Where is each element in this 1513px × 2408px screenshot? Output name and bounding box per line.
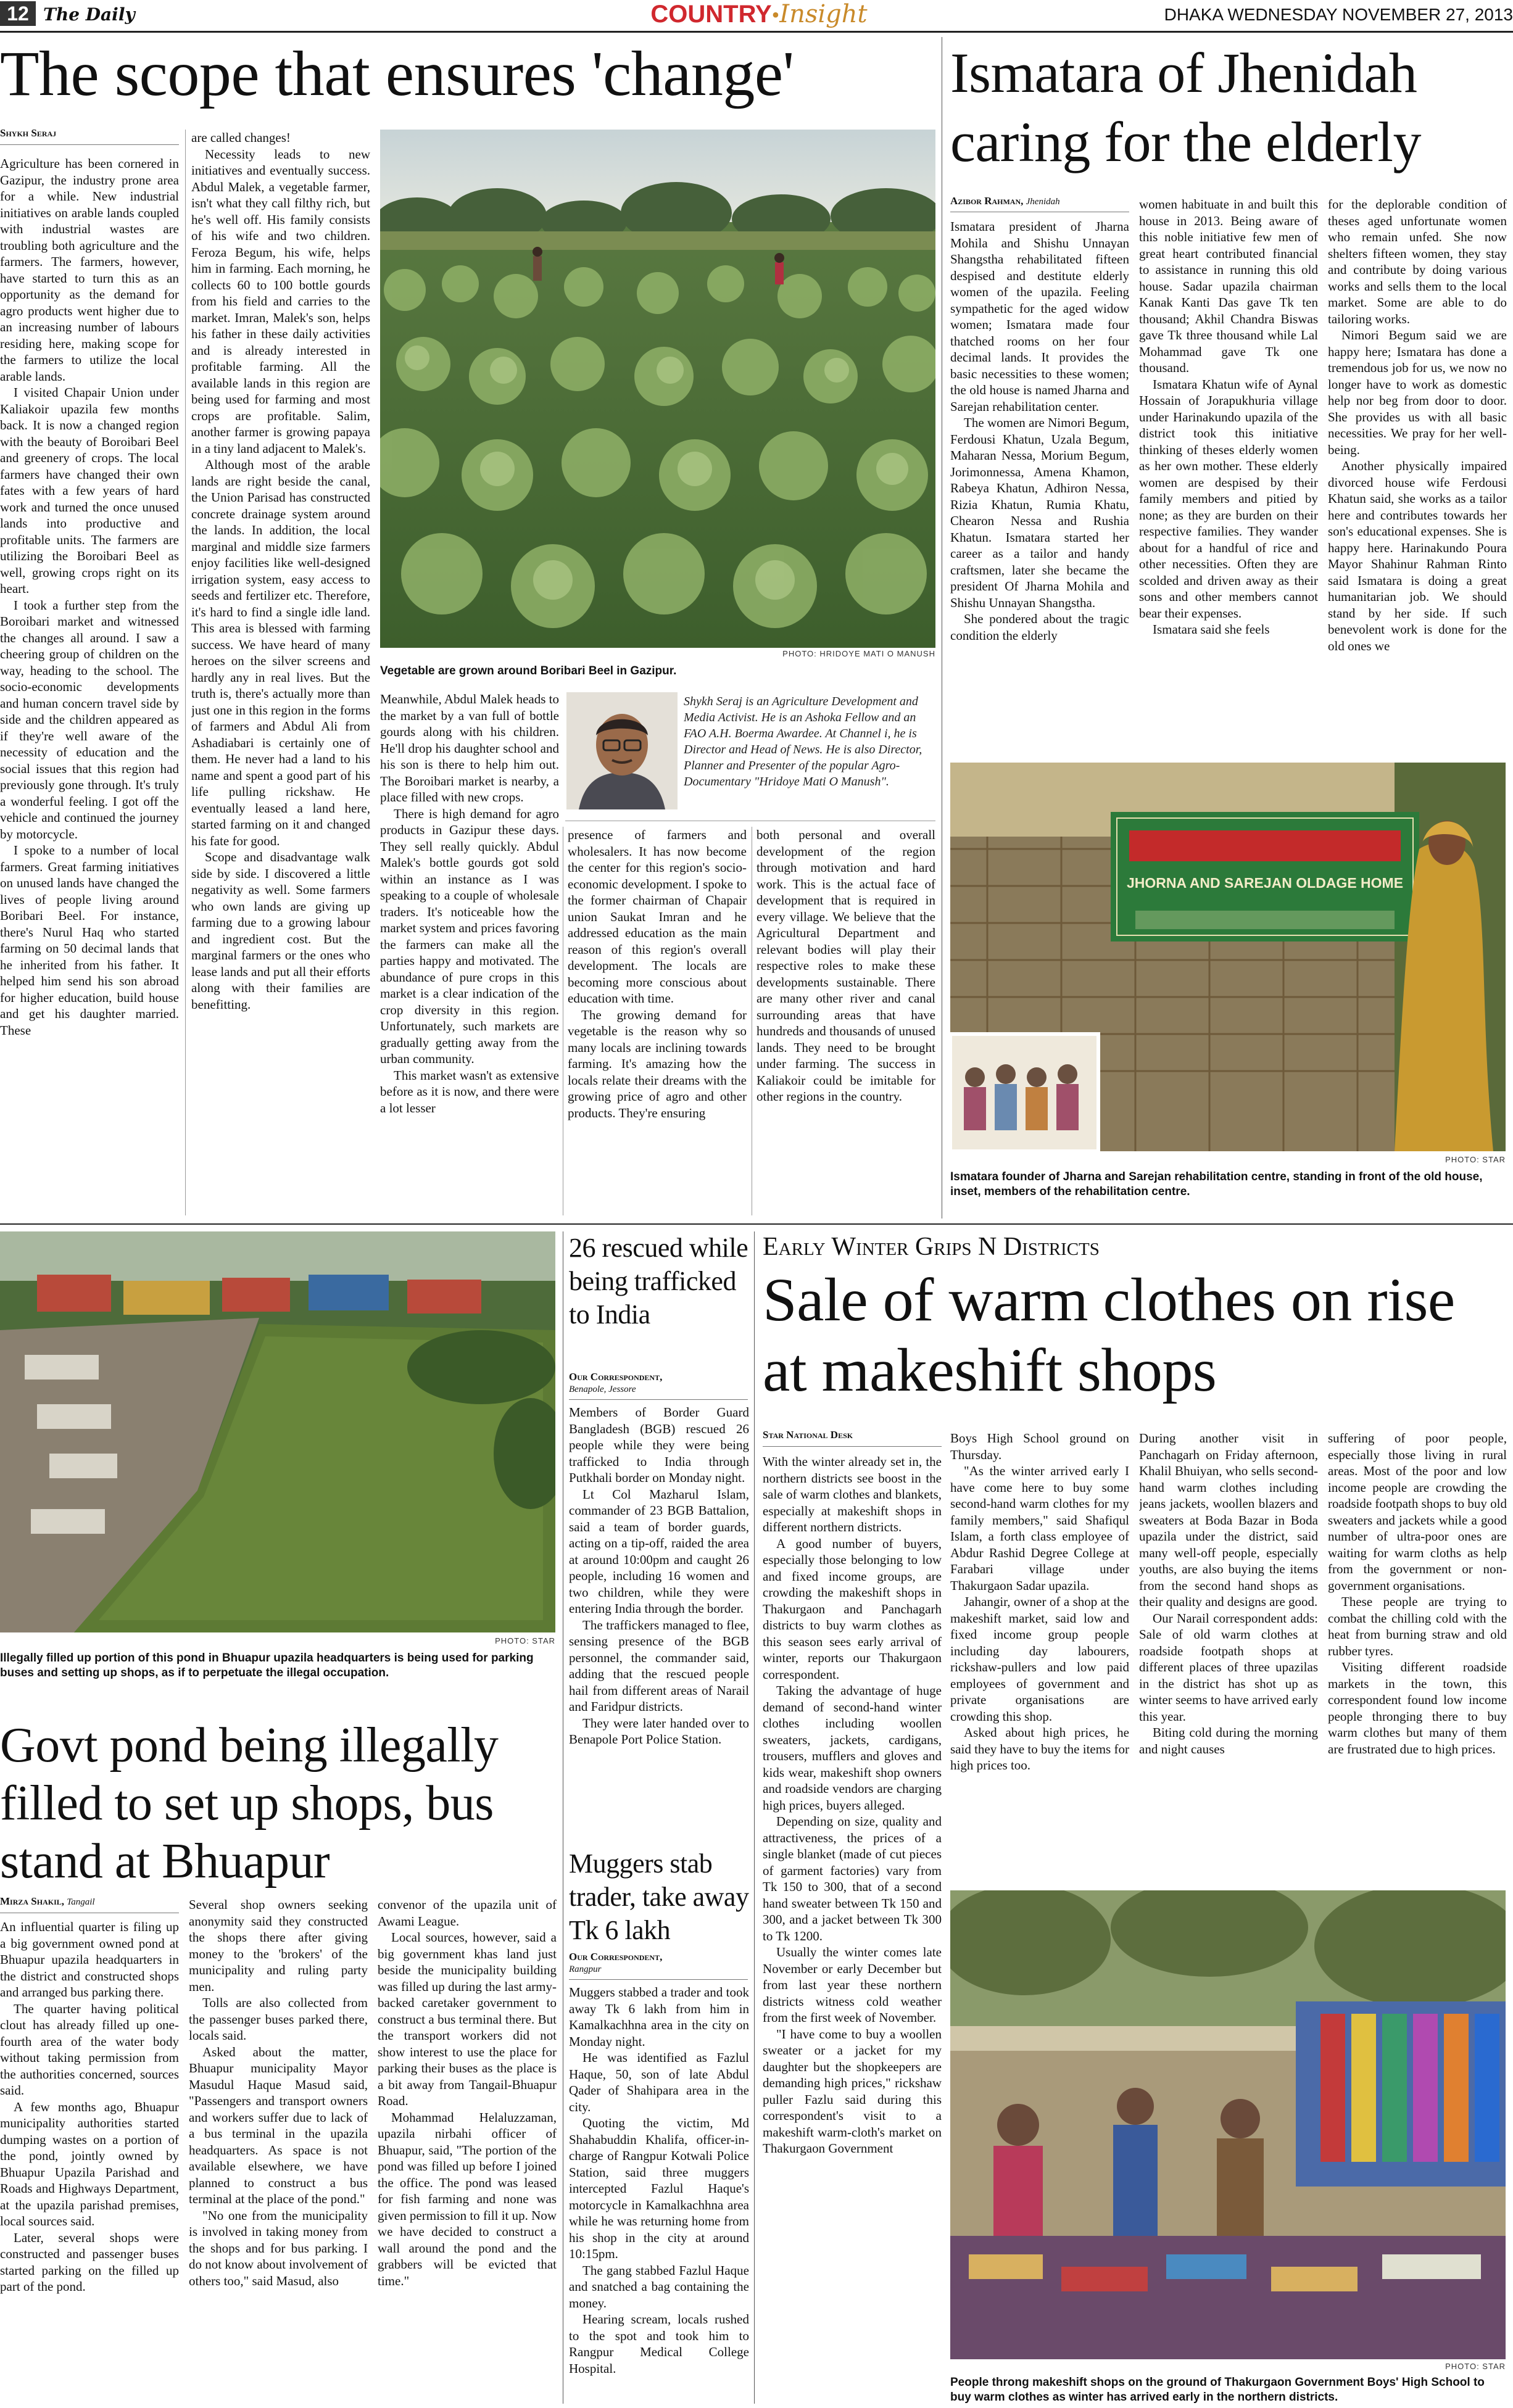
story4-body — [569, 1404, 749, 1842]
story1-col4-text — [568, 827, 747, 1121]
paragraph: Ismatara Khatun wife of Aynal Hossain of Jorapukhuria village under Harinakundo upazila of the district took this initiative thinking of theses elderly women as her own mother. These elderly women are despised by their family members and pitied by none; as they are burden on their respective families. They wander about for a handful of rice and other necessities. Often they are scolded and driven away as their sons and other members cannot bear their expenses. — [1139, 376, 1318, 621]
story4-body-text — [569, 1404, 749, 1748]
paragraph: This market wasn't as extensive before as it is now, and there were a lot lesser — [380, 1067, 559, 1115]
author-portrait-icon — [566, 692, 678, 809]
paragraph: Usually the winter comes late November or early December but from last year these northern districts witness cold weather from the first week of November. — [763, 1945, 942, 2025]
story1-byline: Shykh Seraj — [0, 127, 57, 139]
story1-byline-rule — [0, 144, 179, 145]
paragraph: Local sources, however, said a big government khas land just beside the municipality building was filled up during the last army-backed caretaker government to construct a bus terminal there. But the transport workers did not show interest to use the place for parking their buses as the place is a bit away from Tangail-Bhuapur Road. — [378, 1930, 557, 2108]
paragraph: Ismatara said she feels — [1153, 622, 1270, 637]
page-number: 12 — [0, 1, 36, 26]
story5-byline: Our Correspondent, — [569, 1951, 663, 1963]
vegetable-field-photo — [380, 130, 935, 648]
author-photo — [566, 692, 678, 809]
paragraph: A good number of buyers, especially those belonging to low and fixed income groups, are crowding the makeshift shops in Thakurgaon and Panchagarh districts to buy warm clothes as this season sees early arrival of winter, reports our Thakurgaon correspondent. — [763, 1536, 942, 1682]
paragraph: women habituate in and built this house in 2013. Being aware of this noble initiative few men of great heart contributed financial to assistance in running this old house. Sadar upazila chairman Kanak Kanti Das gave Tk ten thousand; Akhil Chandra Biswas gave Tk three thousand while Lal Mohammad gave Tk one thousand. — [1139, 197, 1318, 375]
story1-col3 — [380, 691, 559, 1215]
section-country: COUNTRY — [650, 1, 772, 28]
story1-col1-text — [0, 155, 179, 1038]
story6-col4-text — [1328, 1430, 1507, 1757]
paragraph: Nimori Begum said we are happy here; Ismatara has done a tremendous job for us, we now no longer have to work as domestic help nor beg from door to door. She provides us with all basic necessities. We pray for her well-being. — [1328, 328, 1507, 457]
story5-body — [569, 1984, 749, 2406]
story1-col4 — [568, 827, 747, 1215]
story1-vrule1 — [185, 130, 186, 1215]
paragraph: Scope and disadvantage walk side by side. I discovered a little negativity as well. Some farmers who own lands are giving up farming due to a growing labour and ingredient cost. But the marginal farmers or the ones who lease lands and put all their efforts along with their families are benefitting. — [191, 850, 370, 1012]
story2-col1-text — [950, 218, 1129, 643]
paragraph: An influential quarter is filing up a big government owned pond at Bhuapur upazila headquarters in the district and constructed shops and arranged bus parking there. — [0, 1919, 179, 2000]
story2-col2 — [1139, 196, 1318, 755]
author-bio: Shykh Seraj is an Agriculture Development and Media Activist. He is an Ashoka Fellow and an FAO A.H. Boerma Awardee. At Channel i, he is Director and Head of News. He is also Director, Planner and Presenter of the popular Agro-Documentary "Hridoye Mati O Manush". — [684, 695, 922, 788]
mid-rule — [0, 1223, 1513, 1225]
story2-byline-place: Jhenidah — [1026, 197, 1060, 207]
story6-kicker: Early Winter Grips N Districts — [763, 1233, 1100, 1261]
paragraph: Several shop owners seeking anonymity said they constructed the shops there after giving money to the 'brokers' of the municipality and ruling party men. — [189, 1897, 368, 1994]
story3-col3 — [378, 1897, 557, 2406]
paragraph: Boys High School ground on Thursday. — [950, 1431, 1129, 1462]
story6-col3-text — [1139, 1430, 1318, 1757]
section-dot: • — [771, 2, 780, 27]
story1-col3-text — [380, 691, 559, 1116]
story5-byline-place: Rangpur — [569, 1964, 602, 1974]
story6-col1-text — [763, 1454, 942, 2157]
paragraph: Asked about high prices, he said they have to buy the items for high prices too. — [950, 1725, 1129, 1773]
page-header — [0, 0, 1513, 31]
paragraph: Jahangir, owner of a shop at the makeshift market, said low and fixed income group people including day labourers, rickshaw-pullers and low paid employees of government and private organisations are crowding this shop. — [950, 1594, 1129, 1724]
paragraph: Taking the advantage of huge demand of second-hand winter clothes including woollen sweaters, jackets, cardigans, trousers, mufflers and gloves and kids wear, makeshift shop owners and roadside vendors are charging high prices, buyers alleged. — [763, 1683, 942, 1813]
paragraph: Meanwhile, Abdul Malek heads to the market by a van full of bottle gourds along with his children. He'll drop his daughter school and his son is there to help him out. The Boroibari market is nearby, a place filled with new crops. — [380, 692, 559, 805]
story3-col1 — [0, 1919, 179, 2406]
story1-photo-caption: Vegetable are grown around Boribari Beel in Gazipur. — [380, 664, 677, 677]
paragraph: "I have come to buy a woollen sweater or a jacket for my daughter but the shopkeepers are demanding high prices," rickshaw puller Fazlu said during this correspondent's visit to a makeshift warm-cloth's market on Thakurgaon Government — [763, 2026, 942, 2156]
story1-col2 — [191, 130, 370, 1215]
story2-col3-text — [1328, 196, 1507, 654]
story6-col2 — [950, 1430, 1129, 1887]
story6-col1 — [763, 1454, 942, 2406]
story3-photo-caption: Illegally filled up portion of this pond in Bhuapur upazila headquarters is being used for parking buses and setting up shops, as if to perpetuate the illegal occupation. — [0, 1652, 534, 1679]
story1-headline: The scope that ensures 'change' — [0, 38, 794, 109]
pond-photo — [0, 1231, 555, 1632]
dateline: DHAKA WEDNESDAY NOVEMBER 27, 2013 — [1164, 5, 1513, 24]
paragraph: I took a further step from the Boroibari market and witnessed the changes all around. I saw a cheering group of children on the way, heading to the school. The socio-economic developments and human concern travel side by side and the children appeared as if they're well aware of the necessity of education and the social issues that this region had previously gone through. It's truly a wonderful feeling. I got off the vehicle and continued the journey by motorcycle. — [0, 597, 179, 842]
paragraph: Mohammad Helaluzzaman, upazila nirbahi officer of Bhuapur, said, "The portion of the pond was filled up before I joined the office. The pond was leased for fish farming and none was given permission to fill it up. Now we have decided to construct a wall around the pond and the grabbers will be evicted that time." — [378, 2109, 557, 2288]
paragraph: During another visit in Panchagarh on Friday afternoon, Khalil Bhuiyan, who sells second-hand warm clothes including jeans jackets, woollen blazers and sweaters at Boda Bazar in Boda upazila under the district, said many well-off people, especially youths, are also buying the items from the second hand shops as their quality and designs are good. — [1139, 1431, 1318, 1609]
paragraph: The gang stabbed Fazlul Haque and snatched a bag containing the money. — [569, 2262, 749, 2311]
story5-headline: Muggers stab trader, take away Tk 6 lakh — [569, 1848, 749, 1945]
paragraph: The traffickers managed to flee, sensing presence of the BGB personnel, the commander said, adding that the rescued people hail from different areas of Narail and Faridpur districts. — [569, 1617, 749, 1714]
paragraph: Another physically impaired divorced house wife Ferdousi Khatun said, she works as a tailor here and contributes towards her son's educational expenses. She is happy here. Harinakundo Poura Mayor Shahinur Rahman Rinto said Ismatara is doing a great humanitarian job. We should stand by her side. If such benevolent work is done for the old ones we — [1328, 458, 1507, 653]
paragraph: presence of farmers and wholesalers. It has now become the center for this region's socio-economic development. I spoke to the former chairman of Chapair union Saukat Imran and he addressed education as the main reason of this region's overall development. The locals are becoming more conscious about education with time. — [568, 827, 747, 1006]
paragraph: A few months ago, Bhuapur municipality authorities started dumping wastes on a portion of the pond, jointly owned by Bhuapur Upazila Parishad and Roads and Highways Department, at the upazila parishad premises, local sources said. — [0, 2099, 179, 2228]
paragraph: Hearing scream, locals rushed to the spot and took him to Rangpur Medical College Hospital. — [569, 2312, 749, 2376]
story3-byline-place: Tangail — [67, 1897, 95, 1907]
paragraph: The women are Nimori Begum, Ferdousi Khatun, Uzala Begum, Maharan Nessa, Morium Begum, Jorimonnessa, Amena Khamon, Rabeya Khatun, Adhiron Nessa, Rizia Khatun, Rumia Khatu, Chearon Nessa and Rushia Khatun. Ismatara started her career as a tailor and handy craftsmen, later she became the president Of Jharna Mohila and Shishu Unnayan Shangstha. — [950, 415, 1129, 610]
story5-body-text — [569, 1984, 749, 2377]
story1-photo-credit: PHOTO: HRIDOYE MATI O MANUSH — [782, 649, 935, 658]
story1-col2-text — [191, 130, 370, 1012]
paragraph: I visited Chapair Union under Kaliakoir upazila few months back. It is now a changed region with the beauty of Boroibari Beel and greenery of crops. The local farmers have changed their own fates with a few years of hard work and turned the once unused lands into productive and profitable units. The farmers are utilizing the Boroibari Beel as well, growing crops right on its heart. — [0, 385, 179, 596]
paragraph: She pondered about the tragic condition the elderly — [950, 611, 1129, 643]
paragraph: Muggers stabbed a trader and took away Tk 6 lakh from him in Kamalkachhna area in the city on Monday night. — [569, 1985, 749, 2049]
story1-col1 — [0, 155, 179, 1217]
story4-byline: Our Correspondent, — [569, 1371, 663, 1383]
paragraph: The growing demand for vegetable is the reason why so many locals are inclining towards farming. It's amazing how the locals relate their dreams with the growing price of agro and other products. They're ensuring — [568, 1007, 747, 1120]
story2-headline: Ismatara of Jhenidah caring for the elderly — [950, 41, 1421, 173]
story2-col1 — [950, 218, 1129, 755]
story1-photo — [380, 130, 935, 648]
paragraph: Asked about the matter, Bhuapur municipality Mayor Masudul Haque Masud said, "Passengers and transport owners and workers suffer due to lack of a bus terminal in the upazila headquarters. As space is not available elsewhere, we have planned to construct a bus terminal at the place of the pond." — [189, 2044, 368, 2206]
story3-photo-credit: PHOTO: STAR — [495, 1636, 555, 1645]
story4-byline-rule — [569, 1399, 748, 1400]
paragraph: Members of Border Guard Bangladesh (BGB) rescued 26 people while they were being trafficked to India through Putkhali border on Monday night. — [569, 1405, 749, 1485]
story4-headline: 26 rescued while being trafficked to India — [569, 1233, 748, 1330]
paragraph: These people are trying to combat the chilling cold with the heat from burning straw and old rubber tyres. — [1328, 1594, 1507, 1658]
story6-byline: Star National Desk — [763, 1429, 853, 1441]
story1-col5 — [756, 827, 935, 1215]
story2-byline-name: Azibor Rahman, — [950, 195, 1024, 207]
paragraph: Necessity leads to new initiatives and eventually success. Abdul Malek, a vegetable farmer, isn't what they call filthy rich, but he's well off. His family consists of his wife and two children. Feroza Begum, his wife, helps him in farming. Each morning, he collects 60 to 100 bottle gourds from his field and carries to the market. Imran, Malek's son, helps his father in these daily activities and is already interested in profitable farming. All the available lands in this region are being used for farming and most crops are profitable. Salim, another farmer is growing papaya in a tiny land adjacent to Malek's. — [191, 146, 370, 456]
header-rule — [0, 31, 1513, 33]
paragraph: "As the winter arrived early I have come here to buy some second-hand warm clothes for my family members," said Shafiqul Islam, a forth class employee of Abdur Rashid Degree College at Farabari village under Thakurgaon Sadar upazila. — [950, 1463, 1129, 1593]
paragraph: Later, several shops were constructed and passenger buses started parking on the filled up part of the pond. — [0, 2230, 179, 2294]
story3-col3-text — [378, 1897, 557, 2289]
story1-col5-text: both personal and overall development of the region through motivation and hard work. This is the actual face of development that is required in every village. We believe that the Agricultural Department and relevant bodies will play their respective roles to make these developments sustainable. There are many other river and canal surrounding areas that have hundreds and thousands of unused lands. They need to be brought under farming. The success in Kaliakoir could be imitable for other regions in the country. — [756, 827, 935, 1104]
paragraph: The quarter having political clout has already filled up one-fourth area of the water body without taking permission from the authorities concerned, sources said. — [0, 2001, 179, 2098]
clothes-market-photo — [950, 1890, 1506, 2359]
story3-col2 — [189, 1897, 368, 2406]
story5-byline-rule — [569, 1979, 748, 1980]
story5-divider — [754, 1231, 755, 2404]
paragraph: Although most of the arable lands are right beside the canal, the Union Parisad has constructed concrete drainage system around the lands. In addition, the local marginal and middle size farmers enjoy facilities like well-designed irrigation system, easy access to seeds and fertilizer etc. Therefore, it's hard to find a single idle land. This area is blessed with farming success. We have heard of many heroes on the silver screens and hardly any in real lives. But the truth is, there's actually more than just one in this region in the forms of farmers and Abdul Ali from Ashadiabari is certainly one of them. He never had a land to his name and spent a good part of his life pulling rickshaw. He eventually leased a land here, started farming on it and changed his fate for good. — [191, 457, 370, 848]
paragraph: "No one from the municipality is involved in taking money from the shops and for bus parking. I do not know about involvement of others too," said Masud, also — [189, 2207, 368, 2288]
story2-col3 — [1328, 196, 1507, 755]
paper-name: The Daily — [43, 4, 135, 25]
story6-photo — [950, 1890, 1506, 2359]
story6-col3 — [1139, 1430, 1318, 1887]
story3-byline-name: Mirza Shakil, — [0, 1895, 65, 1907]
story4-byline-place: Benapole, Jessore — [569, 1384, 636, 1394]
paragraph: convenor of the upazila unit of Awami League. — [378, 1897, 557, 1929]
paragraph: suffering of poor people, especially those living in rural areas. Most of the poor and low income people are crowding the roadside footpath shops to buy old sweaters and jackets while a good number of ultra-poor ones are waiting for warm cloths as help from the government or non-government organisations. — [1328, 1431, 1507, 1593]
paragraph: With the winter already set in, the northern districts see boost in the sale of warm clothes and blankets, especially at makeshift shops in different northern districts. — [763, 1454, 942, 1534]
story6-headline: Sale of warm clothes on rise at makeshift shops — [763, 1265, 1455, 1404]
paragraph: Our Narail correspondent adds: Sale of old warm clothes at roadside footpath shops at different places of three upazilas in the district has shot up as winter seems to have arrived early this year. — [1139, 1610, 1318, 1724]
story2-photo — [950, 763, 1506, 1151]
story2-photo-caption: Ismatara founder of Jharna and Sarejan rehabilitation centre, standing in front of the old house, inset, members of the rehabilitation centre. — [950, 1170, 1483, 1198]
paragraph: They were later handed over to Benapole Port Police Station. — [569, 1715, 749, 1747]
paragraph: I spoke to a number of local farmers. Great farming initiatives on unused lands have changed the lives of people living around Boribari Beel. For instance, there's Nurul Haq who started farming on 50 decimal lands that he inherited from his father. It helped him send his son abroad for higher education, build house and get his daughter married. These — [0, 843, 179, 1038]
story3-photo — [0, 1231, 555, 1632]
story2-col2-text — [1139, 196, 1318, 638]
paragraph: Lt Col Mazharul Islam, commander of 23 BGB Battalion, said a team of border guards, acting on a tip-off, raided the area at around 10:00pm and caught 26 people, including 16 women and two children, while they were entering India through the border. — [569, 1486, 749, 1616]
story3-col1-text — [0, 1919, 179, 2295]
story6-byline-rule — [763, 1446, 942, 1447]
paragraph: Agriculture has been cornered in Gazipur, the industry prone area for a while. New industrial initiatives on arable lands coupled with industrial wastes are troubling both agriculture and the farmers. The farmers, however, have started to turn this as an opportunity as the demand for agro products went higher due to an increasing number of labours residing here, making scope for the farmers to utilize the local arable lands. — [0, 156, 179, 384]
paragraph: for the deplorable condition of theses aged unfortunate women who remain unfed. She now shelters fifteen women, they stay and contribute by doing various works and sells them to the local market. Some are able to do tailoring works. — [1328, 197, 1507, 326]
oldage-home-photo — [950, 763, 1506, 1151]
paragraph: He was identified as Fazlul Haque, 50, son of late Abdul Qader of Shahipara area in the city. — [569, 2050, 749, 2114]
paragraph: Quoting the victim, Md Shahabuddin Khalifa, officer-in-charge of Rangpur Kotwali Police Station, said three muggers intercepted Fazlul Haque's motorcycle in Kamalkachhna area while he was returning home from his shop in the city at around 10:15pm. — [569, 2116, 749, 2261]
paragraph: are called changes! — [191, 130, 291, 145]
story3-byline — [0, 1895, 179, 1911]
story3-headline: Govt pond being illegally filled to set up shops, bus stand at Bhuapur — [0, 1718, 499, 1889]
section-title — [636, 0, 882, 31]
section-insight: Insight — [779, 0, 868, 28]
story3-col2-text — [189, 1897, 368, 2289]
paragraph: Biting cold during the morning and night causes — [1139, 1725, 1318, 1756]
paragraph: Visiting different roadside markets in the town, this correspondent found low income people thronging there to buy warm clothes but many of them are frustrated due to high prices. — [1328, 1660, 1507, 1756]
story2-sign-text: JHORNA AND SAREJAN OLDAGE HOME — [1126, 875, 1404, 891]
paragraph: Ismatara president of Jharna Mohila and Shishu Unnayan Shangstha rehabilitated fifteen despised and destitute elderly women of the upazila. Feeling sympathetic for the aged widow women; Ismatara made four thatched rooms on her four decimal lands. It provides the basic necessities to these women; the old house is named Jharna and Sarejan rehabilitation center. — [950, 219, 1129, 414]
paragraph: There is high demand for agro products in Gazipur these days. They sell really quickly. Abdul Malek's bottle gourds got sold within an instance as I was speaking to a couple of wholesale traders. It's noticeable how the market system and prices favoring the farmers can make all the parties happy and motivated. The abundance of pure crops in this market is a clear indication of the crop diversity in this region. Unfortunately, such markets are gradually getting away from the urban community. — [380, 806, 559, 1066]
story6-col4 — [1328, 1430, 1507, 1887]
story2-byline — [950, 195, 1135, 211]
paragraph: Tolls are also collected from the passenger buses parked there, locals said. — [189, 1995, 368, 2043]
story6-col2-text — [950, 1430, 1129, 1774]
story6-photo-credit: PHOTO: STAR — [1445, 2362, 1506, 2371]
story6-photo-caption: People throng makeshift shops on the ground of Thakurgaon Government Boys' High School to buy warm clothes as winter has arrived early in the northern districts. — [950, 2376, 1485, 2404]
paragraph: Depending on size, quality and attractiveness, the prices of a single blanket (made of cut pieces of garment factories) vary from Tk 150 to 300, that of a second hand sweater between Tk 150 and 300, and a jacket between Tk 300 to Tk 1200. — [763, 1814, 942, 1943]
story2-photo-credit: PHOTO: STAR — [1445, 1155, 1506, 1164]
